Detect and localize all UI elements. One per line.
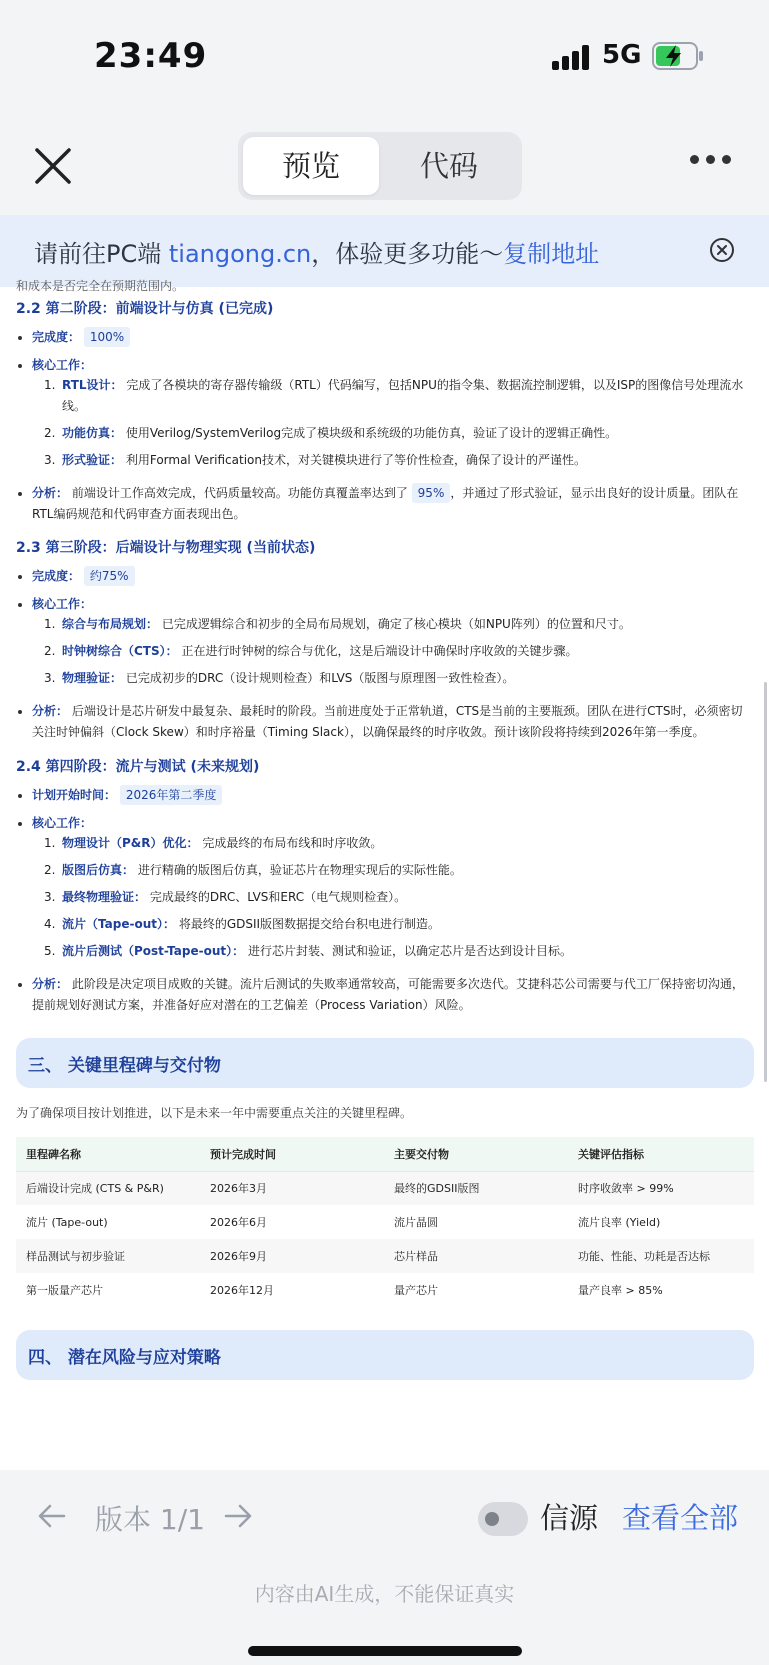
cell: 2026年6月 (200, 1205, 384, 1239)
tab-preview[interactable]: 预览 (243, 137, 379, 195)
section-4-heading: 四、 潜在风险与应对策略 (28, 1348, 221, 1368)
cell: 时序收敛率 > 99% (568, 1171, 754, 1205)
section-2-4-heading: 2.4 第四阶段：流片与测试 (未来规划) (16, 759, 260, 775)
completion-pill: 100% (84, 327, 130, 347)
banner-text (34, 234, 599, 269)
s24-analysis: 分析： 此阶段是决定项目成败的关键。流片后测试的失败率通常较高，可能需要多次迭代。艾捷科芯公司需要与代工厂保持密切沟通，提前规划好测试方案，并准备好应对潜在的工艺偏差（Process Variation）风险。 (18, 974, 753, 1016)
cell: 流片晶圆 (384, 1205, 568, 1239)
cell: 2026年9月 (200, 1239, 384, 1273)
banner-middle: ，体验更多功能～ (311, 240, 504, 268)
battery-charging-icon (652, 42, 704, 70)
content-scrollbar[interactable] (764, 682, 767, 1082)
milestone-table (16, 1137, 754, 1307)
view-all-button[interactable]: 查看全部 (622, 1501, 739, 1535)
col-deliverable: 主要交付物 (384, 1137, 568, 1171)
view-segmented-control (238, 132, 522, 200)
s22-completion: 完成度： 100% (18, 327, 753, 348)
close-icon[interactable] (30, 143, 76, 189)
s23-work: 核心工作： (18, 594, 753, 615)
s23-item-2: 2. 时钟树综合（CTS）： 正在进行时钟树的综合与优化，这是后端设计中确保时序收敛的关键步骤。 (44, 644, 578, 658)
s24-item-5: 5. 流片后测试（Post-Tape-out）： 进行芯片封装、测试和验证，以确定芯片是否达到设计目标。 (44, 944, 572, 958)
section-2-2-heading: 2.2 第二阶段：前端设计与仿真 (已完成) (16, 301, 274, 317)
network-label: 5G (602, 40, 642, 70)
s23-item-3: 3. 物理验证： 已完成初步的DRC（设计规则检查）和LVS（版图与原理图一致性检查）。 (44, 671, 515, 685)
cell: 最终的GDSII版图 (384, 1171, 568, 1205)
table-header-row (16, 1137, 754, 1171)
s24-item-3: 3. 最终物理验证： 完成最终的DRC、LVS和ERC（电气规则检查）。 (44, 890, 407, 904)
s22-item-2: 2. 功能仿真： 使用Verilog/SystemVerilog完成了模块级和系统级的功能仿真，验证了设计的逻辑正确性。 (44, 426, 618, 440)
status-time: 23:49 (94, 36, 208, 76)
source-toggle[interactable] (478, 1502, 528, 1536)
status-bar (0, 0, 769, 115)
table-row (16, 1239, 754, 1273)
toggle-knob (485, 1512, 499, 1526)
s24-work: 核心工作： (18, 813, 753, 834)
table-row (16, 1205, 754, 1239)
s22-work: 核心工作： (18, 355, 753, 376)
tab-code[interactable]: 代码 (419, 149, 478, 183)
arrow-left-icon[interactable] (36, 1500, 68, 1532)
copy-link-button[interactable]: 复制地址 (503, 240, 600, 268)
more-icon[interactable] (690, 155, 734, 169)
section-3-intro: 为了确保项目按计划推进，以下是未来一年中需要重点关注的关键里程碑。 (16, 1106, 413, 1120)
banner-prefix: 请前往PC端 (34, 240, 169, 268)
home-indicator[interactable] (248, 1646, 522, 1656)
s23-item-1: 1. 综合与布局规划： 已完成逻辑综合和初步的全局布局规划，确定了核心模块（如NPU阵列）的位置和尺寸。 (44, 617, 631, 631)
s22-item-1: 1. RTL设计： 完成了各模块的寄存器传输级（RTL）代码编写，包括NPU的指令集、数据流控制逻辑，以及ISP的图像信号处理流水线。 (44, 378, 744, 413)
cell: 2026年3月 (200, 1171, 384, 1205)
s23-completion: 完成度： 约75% (18, 566, 753, 587)
signal-icon (552, 44, 592, 70)
table-row (16, 1171, 754, 1205)
s24-item-2: 2. 版图后仿真： 进行精确的版图后仿真，验证芯片在物理实现后的实际性能。 (44, 863, 462, 877)
preview-content[interactable] (0, 279, 769, 1470)
table-row (16, 1273, 754, 1307)
s24-item-1: 1. 物理设计（P&R）优化： 完成最终的布局布线和时序收敛。 (44, 836, 383, 850)
banner-site-link[interactable]: tiangong.cn (168, 240, 312, 268)
coverage-pill: 95% (412, 483, 451, 503)
cell: 芯片样品 (384, 1239, 568, 1273)
s22-analysis: 分析： 前端设计工作高效完成，代码质量较高。功能仿真覆盖率达到了 95% ，并通过了形式验证，显示出良好的设计质量。团队在RTL编码规范和代码审查方面表现出色。 (18, 483, 753, 525)
col-metric: 关键评估指标 (568, 1137, 754, 1171)
banner-close-icon[interactable] (709, 237, 735, 263)
cell: 样品测试与初步验证 (16, 1239, 200, 1273)
cell: 2026年12月 (200, 1273, 384, 1307)
col-milestone: 里程碑名称 (16, 1137, 200, 1171)
bottom-bar (0, 1470, 769, 1665)
cell: 后端设计完成 (CTS & P&R) (16, 1171, 200, 1205)
arrow-right-icon[interactable] (222, 1500, 254, 1532)
cell: 流片良率 (Yield) (568, 1205, 754, 1239)
ai-disclaimer: 内容由AI生成，不能保证真实 (254, 1582, 515, 1606)
section-3-band (16, 1038, 754, 1088)
s24-start: 计划开始时间： 2026年第二季度 (18, 785, 753, 806)
s24-item-4: 4. 流片（Tape-out）： 将最终的GDSII版图数据提交给台积电进行制造。 (44, 917, 441, 931)
cell: 功能、性能、功耗是否达标 (568, 1239, 754, 1273)
section-2-3-heading: 2.3 第三阶段：后端设计与物理实现 (当前状态) (16, 540, 316, 556)
version-label: 版本 1/1 (95, 1503, 205, 1536)
section-4-band (16, 1330, 754, 1380)
cell: 量产芯片 (384, 1273, 568, 1307)
clipped-text: 和成本是否完全在预期范围内。 (16, 279, 185, 293)
col-date: 预计完成时间 (200, 1137, 384, 1171)
cell: 流片 (Tape-out) (16, 1205, 200, 1239)
top-bar (0, 115, 769, 215)
source-label: 信源 (540, 1501, 599, 1535)
cell: 第一版量产芯片 (16, 1273, 200, 1307)
s22-item-3: 3. 形式验证： 利用Formal Verification技术，对关键模块进行了等价性检查，确保了设计的严谨性。 (44, 453, 587, 467)
s23-analysis: 分析： 后端设计是芯片研发中最复杂、最耗时的阶段。当前进度处于正常轨道，CTS是当前的主要瓶颈。团队在进行CTS时，必须密切关注时钟偏斜（Clock Skew）和时序裕量（Timing Slack），以确保最终的时序收敛。预计该阶段将持续到2026年第一季度。 (18, 701, 753, 743)
cell: 量产良率 > 85% (568, 1273, 754, 1307)
section-3-heading: 三、 关键里程碑与交付物 (28, 1056, 221, 1076)
